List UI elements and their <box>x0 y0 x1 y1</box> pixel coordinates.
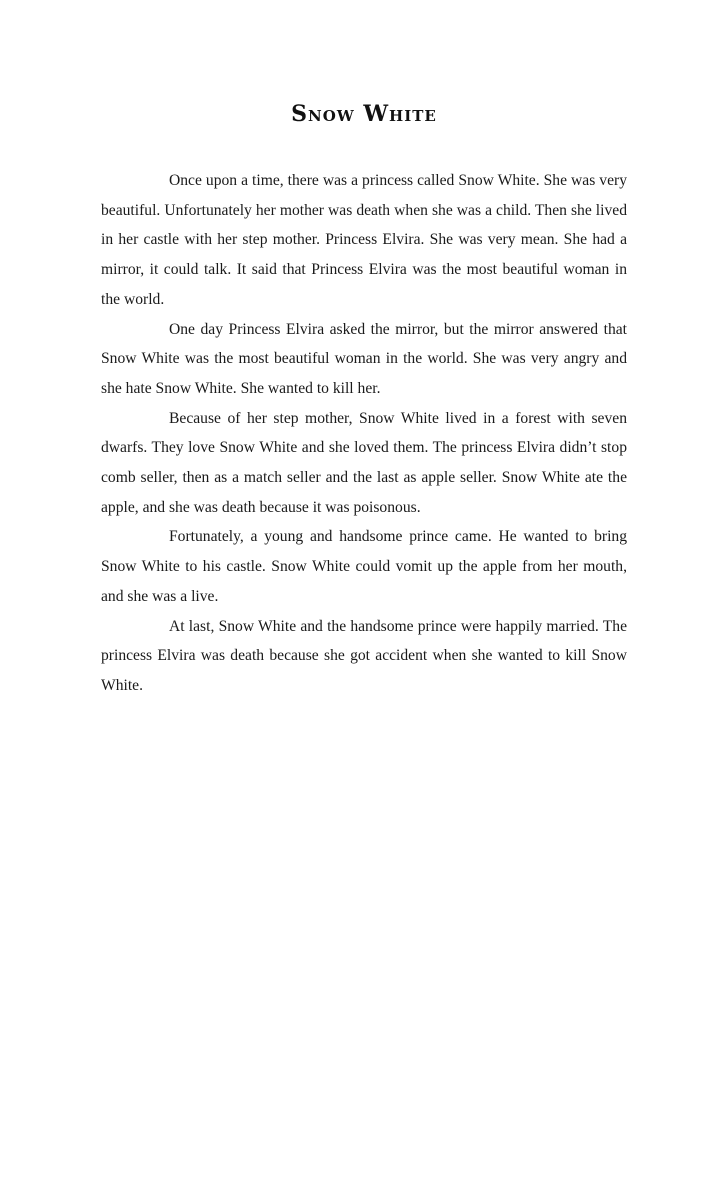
story-body <box>101 166 627 701</box>
paragraph-3: Because of her step mother, Snow White lived in a forest with seven dwarfs. They love Snow White and she loved them. The princess Elvira didn’t stop comb seller, then as a match seller and the last as apple seller. Snow White ate the apple, and she was death because it was poisonous. <box>101 409 627 516</box>
paragraph-2: One day Princess Elvira asked the mirror, but the mirror answered that Snow White was the most beautiful woman in the world. She was very angry and she hate Snow White. She wanted to kill her. <box>101 320 627 397</box>
paragraph-1: Once upon a time, there was a princess called Snow White. She was very beautiful. Unfortunately her mother was death when she was a child. Then she lived in her castle with her step mother. Princess Elvira. She was very mean. She had a mirror, it could talk. It said that Princess Elvira was the most beautiful woman in the world. <box>101 172 627 308</box>
paragraph-5: At last, Snow White and the handsome prince were happily married. The princess Elvira was death because she got accident when she wanted to kill Snow White. <box>101 617 627 694</box>
paragraph-4: Fortunately, a young and handsome prince came. He wanted to bring Snow White to his castle. Snow White could vomit up the apple from her mouth, and she was a live. <box>101 528 627 605</box>
page-title: Snow White <box>291 101 437 127</box>
